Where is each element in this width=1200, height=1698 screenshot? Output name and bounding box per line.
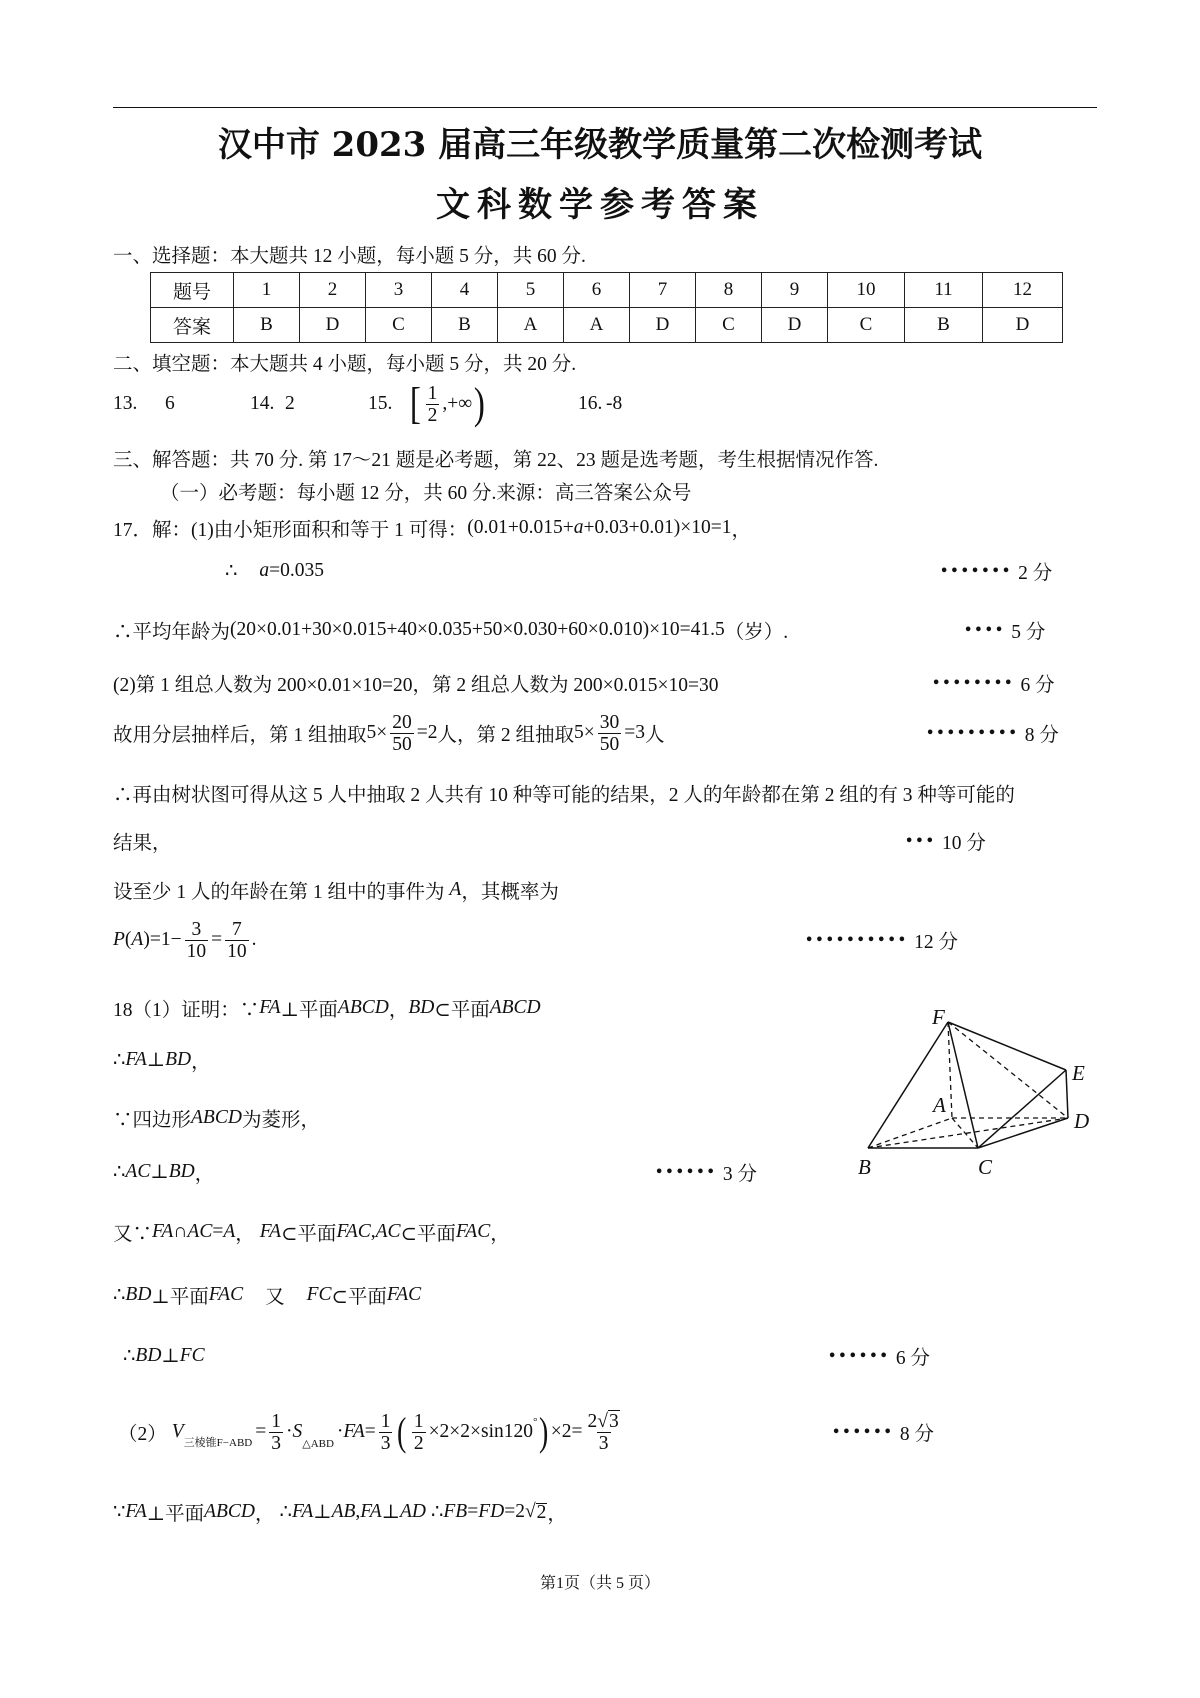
math-segment: =0.035 [269,560,325,581]
fraction [390,712,414,755]
therefore-symbol: ∴ [113,1050,126,1071]
score-marker [905,829,986,853]
math-segment: = [211,929,223,950]
pyramid-figure [840,1000,1100,1185]
math-segment: ×2×2×sin120 [428,1421,534,1442]
therefore-symbol: ∴ [113,1285,126,1306]
math-variable: AD [399,1501,426,1522]
math-segment: +0.03+0.01)×10=1 [583,517,732,538]
text-segment: ⊂平面 [281,1224,337,1245]
math-symbol: ⊥ [150,1162,169,1183]
q16-label [578,392,602,416]
left-bracket: [ [409,379,421,428]
math-segment: ×2 [550,1421,572,1442]
answer-cell: B [234,308,300,343]
because-symbol: ∵ [113,1502,126,1523]
math-segment: =1− [149,929,182,950]
q18-line8 [118,1404,625,1460]
edge-fb [868,1022,948,1148]
math-segment: . [251,929,257,950]
question-number: 7 [630,273,696,308]
score-marker [940,559,1052,583]
q15-label [368,392,392,416]
math-variable: BD [135,1345,162,1366]
answer-cell: B [905,308,983,343]
q17-line7 [113,829,172,853]
page-footer: 第1页（共 5 页） [539,1575,660,1592]
right-paren: ) [539,1409,549,1454]
q18-line1 [113,996,541,1020]
math-variable: FA [152,1221,174,1242]
text-segment: 18（1）证明：∵ [113,1000,260,1021]
math-variable: S [292,1421,303,1442]
question-number: 4 [432,273,498,308]
radical-sign: √ [524,1501,536,1522]
q14-label [250,392,274,416]
math-variable: a [259,560,270,581]
therefore-symbol: ∴ [430,1502,444,1523]
math-symbol: ⊥ [381,1502,400,1523]
math-segment: ) [143,929,150,950]
text-segment: 故用分层抽样后，第 1 组抽取 [113,725,367,746]
edge-ed [1066,1070,1068,1118]
fraction [379,1411,393,1454]
text-segment: ∴平均年龄为 [113,622,231,643]
coefficient: 2 [587,1410,598,1432]
math-variable: FAC [386,1284,422,1305]
numerator: 7 [231,918,242,940]
answer-cell: A [498,308,564,343]
points-label: 10 分 [941,833,986,854]
vertex-label-c: C [978,1155,993,1179]
denominator: 10 [186,940,207,962]
therefore-symbol: ∴ [113,1162,126,1183]
choice-answer-table [150,272,1063,343]
edge-ce [978,1070,1066,1148]
left-paren: ( [397,1409,407,1454]
row-label: 题号 [151,273,234,308]
q17-line5 [113,710,665,756]
math-symbol: = [571,1421,583,1442]
math-segment: =3 [624,722,646,743]
text-segment: （岁）. [724,622,789,643]
points-label: 2 分 [1018,563,1053,584]
points-label: 3 分 [722,1164,757,1185]
text-segment: 又∵ [113,1224,153,1245]
denominator: 50 [392,733,412,755]
question-number: 3 [366,273,432,308]
fraction [225,919,249,962]
numerator [586,1411,622,1432]
top-rule [113,107,1097,108]
q18-line7 [123,1344,205,1368]
edge-ba [868,1118,952,1148]
math-symbol: = [212,1221,224,1242]
right-bracket: ) [474,379,486,428]
q17-line3 [113,618,788,642]
edge-cd [978,1118,1068,1148]
math-symbol: ⊥ [146,1050,166,1071]
points-label: 6 分 [895,1348,930,1369]
points-label: 6 分 [1020,675,1055,696]
text-segment: 设至少 1 人的年龄在第 1 组中的事件为 [113,882,450,903]
math-variable: FA [291,1501,314,1522]
q17-line9 [113,917,256,963]
math-variable: FAC [208,1284,244,1305]
q13-answer [165,392,175,416]
math-variable: AC [187,1221,213,1242]
math-variable: A [223,1221,236,1242]
text-segment: ⊥平面 [146,1504,205,1525]
numerator: 1 [413,1410,424,1432]
heading-text: 二、填空题：本大题共 4 小题，每小题 5 分，共 20 分. [113,354,577,375]
numerator: 3 [191,918,202,940]
text-segment: 人，第 2 组抽取 [437,725,575,746]
text-segment: ， [194,1164,215,1185]
score-marker [926,721,1059,745]
math-segment: 5× [574,722,595,743]
math-symbol: = [255,1421,267,1442]
math-symbol: , [370,1221,376,1242]
math-variable: FA [360,1501,382,1522]
math-variable: FAC [336,1221,371,1242]
heading-text: 三、解答题：共 70 分. 第 17～21 题是必考题，第 22、23 题是选考题，考生根据情况作答. [113,450,879,471]
math-symbol: = [467,1501,479,1522]
question-number: 6 [564,273,630,308]
leader-dots: •••••• [655,1164,717,1180]
math-variable: FA [259,997,281,1018]
math-variable: FD [478,1501,505,1522]
q18-line5 [113,1220,510,1244]
answer-value: -8 [606,393,623,414]
q17-line8 [113,878,559,902]
leader-dots: •••••• [832,1424,894,1440]
q14-answer [285,392,295,416]
math-variable: V [171,1421,184,1442]
vertex-label-a: A [933,1093,946,1117]
denominator: 3 [380,1432,391,1454]
answer-cell: D [300,308,366,343]
q18-line2 [113,1048,211,1072]
denominator: 2 [427,404,438,426]
numerator: 1 [271,1410,281,1432]
question-number: 1 [234,273,300,308]
q15-answer [408,381,487,427]
vertex-label-d: D [1074,1109,1090,1133]
q18-line4 [113,1160,214,1184]
subscript: △ABD [302,1438,334,1450]
math-variable: A [449,879,462,900]
question-label: 14. [250,393,275,414]
leader-dots: ••••••••• [926,725,1019,741]
text-segment: ， [255,1504,275,1525]
text-segment: ∵四边形 [113,1110,192,1131]
q18-line9 [113,1500,567,1524]
radicand: 2 [536,1501,547,1523]
answer-cell: D [630,308,696,343]
therefore-symbol: ∴ [279,1502,292,1523]
q17-line2 [225,559,324,583]
edge-fc [948,1022,978,1148]
fraction [412,1411,426,1454]
denominator: 3 [598,1432,609,1454]
question-label: 16. [578,393,603,414]
math-variable: ABCD [191,1107,242,1128]
text-segment: ， [235,1224,255,1245]
math-segment: =2 [504,1501,525,1522]
answer-cell: C [696,308,762,343]
answer-cell: D [762,308,828,343]
answer-cell: D [983,308,1063,343]
answer-cell: B [432,308,498,343]
score-marker [932,671,1055,695]
text-segment: ⊂平面 [331,1287,387,1308]
radicand: 3 [609,1410,619,1432]
question-label: 13. [113,393,138,414]
math-segment: ( [124,929,132,950]
answer-key-title: 文科数学参考答案 [436,185,764,225]
q17-line6 [113,781,1015,805]
question-number-row [151,273,1063,308]
part1-heading [113,242,586,266]
math-segment: =2 [416,722,438,743]
fraction [598,712,622,755]
text-segment: ⊥平面 [280,1000,338,1021]
math-variable: FA [125,1501,147,1522]
math-variable: BD [408,997,435,1018]
answer-cell: C [828,308,905,343]
points-label: 5 分 [1011,622,1046,643]
edge-fe [948,1022,1066,1070]
numerator: 1 [380,1410,391,1432]
denominator: 3 [271,1432,281,1454]
leader-dots: •••••••••• [805,932,909,948]
math-variable: AB [331,1501,356,1522]
text-segment: ， [547,1504,567,1525]
leader-dots: ••• [905,833,936,849]
math-variable: A [131,929,144,950]
part3-subheading [160,479,691,503]
text-segment: (2)第 1 组总人数为 200×0.01×10=20，第 2 组总人数为 200×0.015×10=30 [113,675,719,696]
edge-fd [948,1022,1068,1118]
answer-row [151,308,1063,343]
text-segment: ∴再由树状图可得从这 5 人中抽取 2 人共有 10 种等可能的结果，2 人的年龄都在第 2 组的有 3 种等可能的 [113,785,1015,806]
q16-answer [606,392,622,416]
math-symbol: ⊥ [313,1502,332,1523]
q17-line4 [113,671,718,695]
score-marker [805,928,958,952]
subheading-text: （一）必考题：每小题 12 分，共 60 分.来源：高三答案公众号 [160,483,692,504]
therefore-symbol: ∴ [123,1346,136,1367]
q18-line3 [113,1106,320,1130]
degree-symbol: ° [533,1416,538,1428]
interval-rest: ,+∞ [442,393,473,414]
fraction [185,919,209,962]
text-segment: ， [191,1052,211,1073]
numerator: 1 [427,382,438,404]
math-variable: FA [125,1049,147,1070]
answer-cell: C [366,308,432,343]
denominator: 2 [413,1432,424,1454]
math-variable: ABCD [489,997,541,1018]
subscript: 三棱锥F−ABD [183,1437,253,1449]
therefore-symbol: ∴ [225,561,238,582]
text-segment: 又 [265,1287,285,1308]
leader-dots: •••••••• [932,675,1015,691]
question-number: 8 [696,273,762,308]
denominator: 50 [599,733,620,755]
text-segment: ⊂平面 [434,1000,490,1021]
vertex-label-f: F [932,1005,945,1029]
text-segment: ⊂平面 [400,1224,456,1245]
question-number: 11 [905,273,983,308]
part2-heading [113,350,576,374]
vertex-label-b: B [858,1155,871,1179]
text-segment: ， [731,520,751,541]
q17-line1 [113,516,751,540]
text-segment: 为菱形， [241,1110,320,1131]
question-number: 5 [498,273,564,308]
diagonal-bd [868,1118,1068,1148]
text-segment: 人 [645,725,665,746]
math-variable: FC [179,1345,205,1366]
fraction [426,383,440,426]
text-segment: ， [388,1000,409,1021]
math-variable: BD [165,1049,192,1070]
score-marker [655,1160,757,1184]
math-variable: BD [168,1161,195,1182]
answer-value: 2 [285,393,295,414]
math-variable: BD [125,1284,152,1305]
math-segment: (0.01+0.015+ [467,517,574,538]
text-segment: 结果， [113,833,172,854]
fraction [269,1411,283,1454]
math-variable: FA [343,1421,365,1442]
row-label: 答案 [151,308,234,343]
numerator: 20 [392,711,412,733]
exam-title: 汉中市 2023 届高三年级教学质量第二次检测考试 [217,125,983,165]
math-variable: FAC [455,1221,491,1242]
answer-value: 6 [165,393,175,414]
math-variable: ABCD [337,997,389,1018]
math-variable: AC [375,1221,401,1242]
text-segment: （2） [118,1424,167,1445]
score-marker [832,1420,934,1444]
leader-dots: ••••••• [940,563,1013,579]
question-number: 9 [762,273,828,308]
math-symbol: ⊥ [161,1346,180,1367]
math-variable: FA [259,1221,282,1242]
math-symbol: = [364,1421,376,1442]
heading-text: 一、选择题：本大题共 12 小题，每小题 5 分，共 60 分. [113,246,586,267]
math-symbol: · [285,1421,293,1442]
fraction [586,1411,622,1454]
math-symbol: ∩ [173,1221,188,1242]
q18-line6 [113,1283,421,1307]
radical-sign: √ [597,1410,608,1432]
text-segment: ，其概率为 [461,882,559,903]
question-number: 2 [300,273,366,308]
points-label: 8 分 [899,1424,934,1445]
math-symbol: , [355,1501,361,1522]
text-segment: ⊥平面 [151,1287,209,1308]
denominator: 10 [227,940,247,962]
score-marker [964,618,1045,642]
math-variable: FC [306,1284,332,1305]
leader-dots: •••••• [828,1348,890,1364]
leader-dots: •••• [964,622,1006,638]
vertex-label-e: E [1072,1061,1085,1085]
numerator: 30 [599,711,620,733]
part3-heading [113,446,878,470]
points-label: 12 分 [914,932,958,953]
score-marker [828,1344,930,1368]
answer-cell: A [564,308,630,343]
math-segment: (20×0.01+30×0.015+40×0.035+50×0.030+60×0.010)×10=41.5 [230,619,725,640]
question-number: 12 [983,273,1063,308]
math-variable: AC [125,1161,151,1182]
math-variable: P [113,929,125,950]
math-segment: 5× [366,722,388,743]
question-label: 15. [368,393,393,414]
text-segment: ， [490,1224,510,1245]
math-variable: ABCD [204,1501,255,1522]
points-label: 8 分 [1024,725,1059,746]
math-variable: FB [443,1501,468,1522]
text-segment: 17．解：(1)由小矩形面积和等于 1 可得： [113,520,468,541]
q13-label [113,392,137,416]
question-number: 10 [828,273,905,308]
math-variable: a [573,517,584,538]
math-symbol: · [336,1421,344,1442]
